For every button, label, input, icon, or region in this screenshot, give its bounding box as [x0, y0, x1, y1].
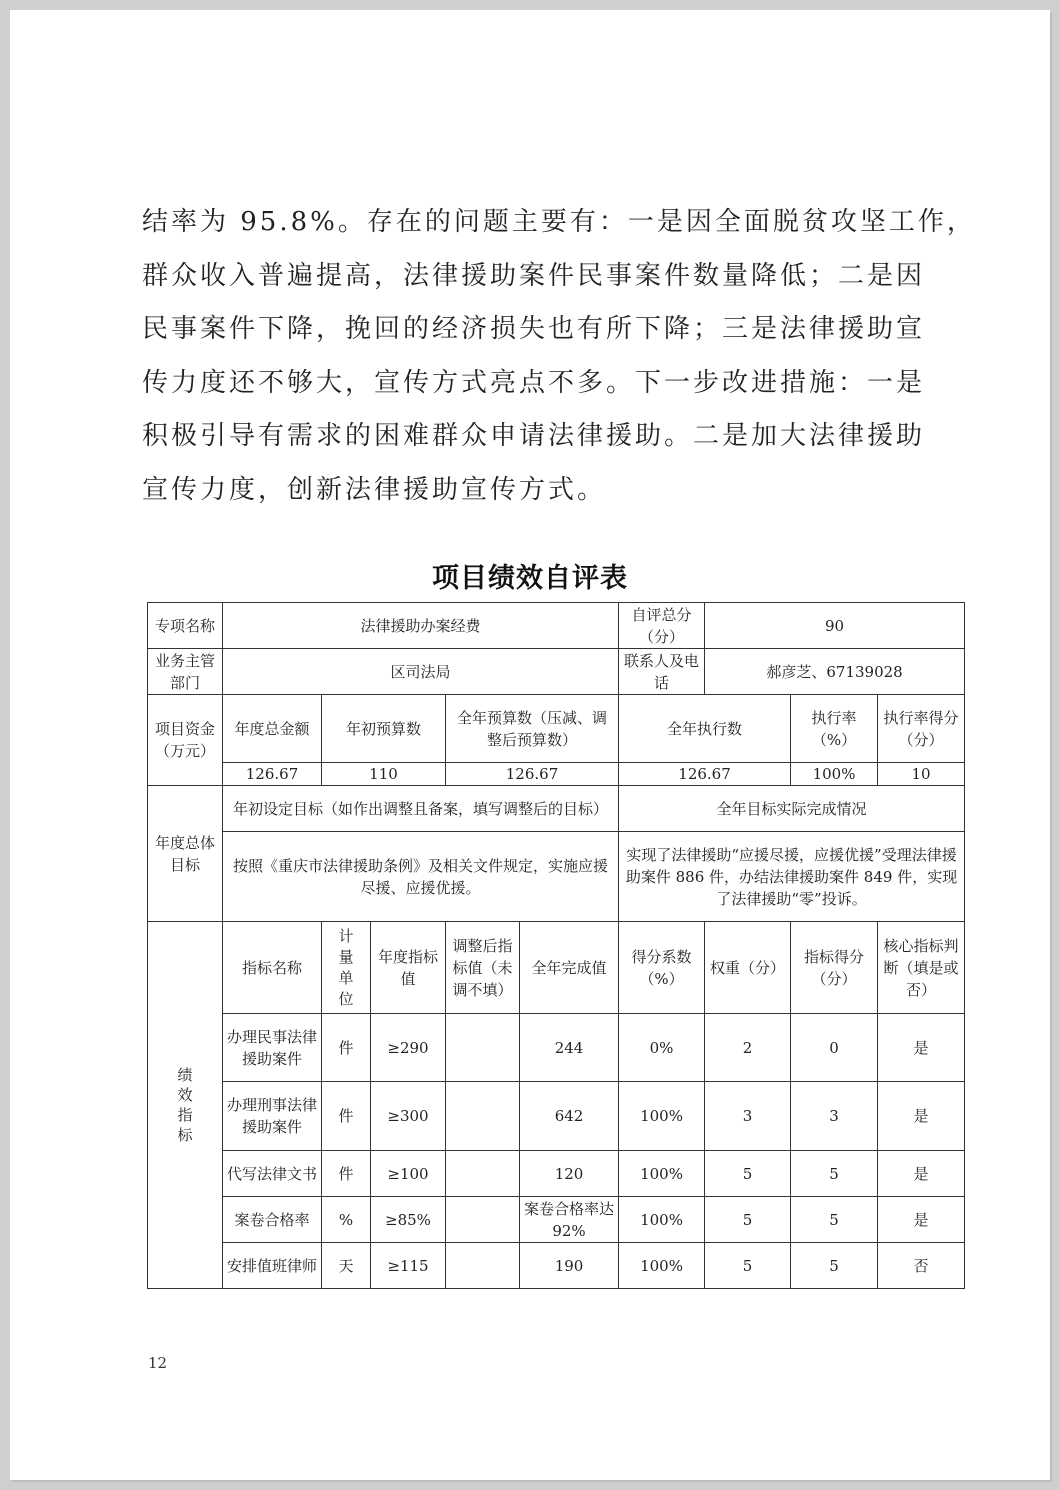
table-row [148, 695, 965, 763]
indicator-actual-header: 全年完成值 [520, 922, 619, 1014]
table-row [148, 1151, 965, 1197]
table-row [148, 1243, 965, 1289]
contact-label: 联系人及电话 [619, 649, 705, 695]
score-label: 自评总分（分） [619, 603, 705, 649]
indicator-unit: 件 [322, 1151, 371, 1197]
indicator-score: 3 [791, 1082, 878, 1151]
funds-fullyear-value: 126.67 [446, 763, 619, 786]
indicator-weight: 5 [705, 1151, 791, 1197]
indicator-unit: 天 [322, 1243, 371, 1289]
funds-exec-score-value: 10 [878, 763, 965, 786]
indicator-name: 代写法律文书 [223, 1151, 322, 1197]
indicator-weight: 2 [705, 1014, 791, 1082]
indicator-unit: % [322, 1197, 371, 1243]
indicator-target: ≥85% [371, 1197, 446, 1243]
funds-exec-score-header: 执行率得分（分） [878, 695, 965, 763]
body-line: 宣传力度，创新法律援助宣传方式。 [142, 474, 607, 505]
indicator-core: 是 [878, 1151, 965, 1197]
indicator-adjusted [446, 1197, 520, 1243]
goals-label: 年度总体目标 [148, 786, 223, 922]
funds-initial-header: 年初预算数 [322, 695, 446, 763]
indicator-actual: 案卷合格率达 92% [520, 1197, 619, 1243]
indicator-coef: 100% [619, 1082, 705, 1151]
indicators-label-text: 绩效指标 [177, 1066, 193, 1144]
indicator-weight-header: 权重（分） [705, 922, 791, 1014]
table-row [148, 603, 965, 649]
funds-exec-rate-value: 100% [791, 763, 878, 786]
indicator-target: ≥115 [371, 1243, 446, 1289]
funds-exec-rate-header: 执行率（%） [791, 695, 878, 763]
indicators-label [148, 922, 223, 1289]
indicator-core-header: 核心指标判断（填是或否） [878, 922, 965, 1014]
indicator-name: 安排值班律师 [223, 1243, 322, 1289]
indicator-coef: 100% [619, 1243, 705, 1289]
goal-actual-header: 全年目标实际完成情况 [619, 786, 965, 832]
indicator-actual: 190 [520, 1243, 619, 1289]
funds-initial-value: 110 [322, 763, 446, 786]
indicator-adjusted [446, 1014, 520, 1082]
table-row [148, 1197, 965, 1243]
indicator-score-header: 指标得分（分） [791, 922, 878, 1014]
table-row [148, 649, 965, 695]
indicator-unit-header-text: 计量单位 [338, 926, 354, 1008]
contact-value: 郝彦芝、67139028 [705, 649, 965, 695]
body-paragraph [142, 196, 976, 517]
indicator-name-header: 指标名称 [223, 922, 322, 1014]
performance-evaluation-table [147, 602, 965, 1289]
funds-total-value: 126.67 [223, 763, 322, 786]
project-value: 法律援助办案经费 [223, 603, 619, 649]
indicator-unit-header [322, 922, 371, 1014]
page-number: 12 [148, 1354, 168, 1372]
indicator-coef: 100% [619, 1197, 705, 1243]
indicator-target: ≥300 [371, 1082, 446, 1151]
indicator-name: 办理刑事法律援助案件 [223, 1082, 322, 1151]
indicator-adjusted [446, 1151, 520, 1197]
indicator-core: 是 [878, 1014, 965, 1082]
indicator-score: 5 [791, 1151, 878, 1197]
indicator-core: 是 [878, 1197, 965, 1243]
table-row [148, 1014, 965, 1082]
funds-fullyear-header: 全年预算数（压减、调整后预算数） [446, 695, 619, 763]
indicator-core: 否 [878, 1243, 965, 1289]
funds-executed-header: 全年执行数 [619, 695, 791, 763]
indicator-target: ≥290 [371, 1014, 446, 1082]
table-row [148, 922, 965, 1014]
indicator-actual: 120 [520, 1151, 619, 1197]
indicator-score: 0 [791, 1014, 878, 1082]
table-row [148, 832, 965, 922]
indicator-name: 办理民事法律援助案件 [223, 1014, 322, 1082]
indicator-coef: 0% [619, 1014, 705, 1082]
indicator-weight: 3 [705, 1082, 791, 1151]
indicator-score: 5 [791, 1197, 878, 1243]
indicator-name: 案卷合格率 [223, 1197, 322, 1243]
funds-executed-value: 126.67 [619, 763, 791, 786]
indicator-score: 5 [791, 1243, 878, 1289]
body-line: 群众收入普遍提高，法律援助案件民事案件数量降低；二是因 [142, 260, 926, 291]
goal-actual-text: 实现了法律援助“应援尽援，应援优援”受理法律援助案件 886 件，办结法律援助案件 849 件，实现了法律援助“零”投诉。 [619, 832, 965, 922]
body-line: 结率为 95.8%。存在的问题主要有：一是因全面脱贫攻坚工作， [142, 207, 976, 237]
body-line: 传力度还不够大，宣传方式亮点不多。下一步改进措施：一是 [142, 367, 926, 398]
indicator-actual: 244 [520, 1014, 619, 1082]
funds-total-header: 年度总金额 [223, 695, 322, 763]
indicator-core: 是 [878, 1082, 965, 1151]
dept-value: 区司法局 [223, 649, 619, 695]
indicator-weight: 5 [705, 1197, 791, 1243]
indicator-unit: 件 [322, 1014, 371, 1082]
table-row [148, 1082, 965, 1151]
table-row [148, 786, 965, 832]
project-label: 专项名称 [148, 603, 223, 649]
indicator-adjusted [446, 1082, 520, 1151]
indicator-weight: 5 [705, 1243, 791, 1289]
indicator-unit: 件 [322, 1082, 371, 1151]
score-value: 90 [705, 603, 965, 649]
indicator-adjusted-header: 调整后指标值（未调不填） [446, 922, 520, 1014]
body-line: 民事案件下降，挽回的经济损失也有所下降；三是法律援助宣 [142, 314, 926, 344]
goal-set-header: 年初设定目标（如作出调整且备案，填写调整后的目标） [223, 786, 619, 832]
indicator-coef-header: 得分系数（%） [619, 922, 705, 1014]
table-title: 项目绩效自评表 [432, 563, 628, 594]
body-line: 积极引导有需求的困难群众申请法律援助。二是加大法律援助 [142, 421, 926, 451]
indicator-target: ≥100 [371, 1151, 446, 1197]
indicator-target-header: 年度指标值 [371, 922, 446, 1014]
indicator-actual: 642 [520, 1082, 619, 1151]
goal-set-text: 按照《重庆市法律援助条例》及相关文件规定，实施应援尽援、应援优援。 [223, 832, 619, 922]
table-row [148, 763, 965, 786]
funds-label: 项目资金（万元） [148, 695, 223, 786]
indicator-coef: 100% [619, 1151, 705, 1197]
dept-label: 业务主管部门 [148, 649, 223, 695]
indicator-adjusted [446, 1243, 520, 1289]
